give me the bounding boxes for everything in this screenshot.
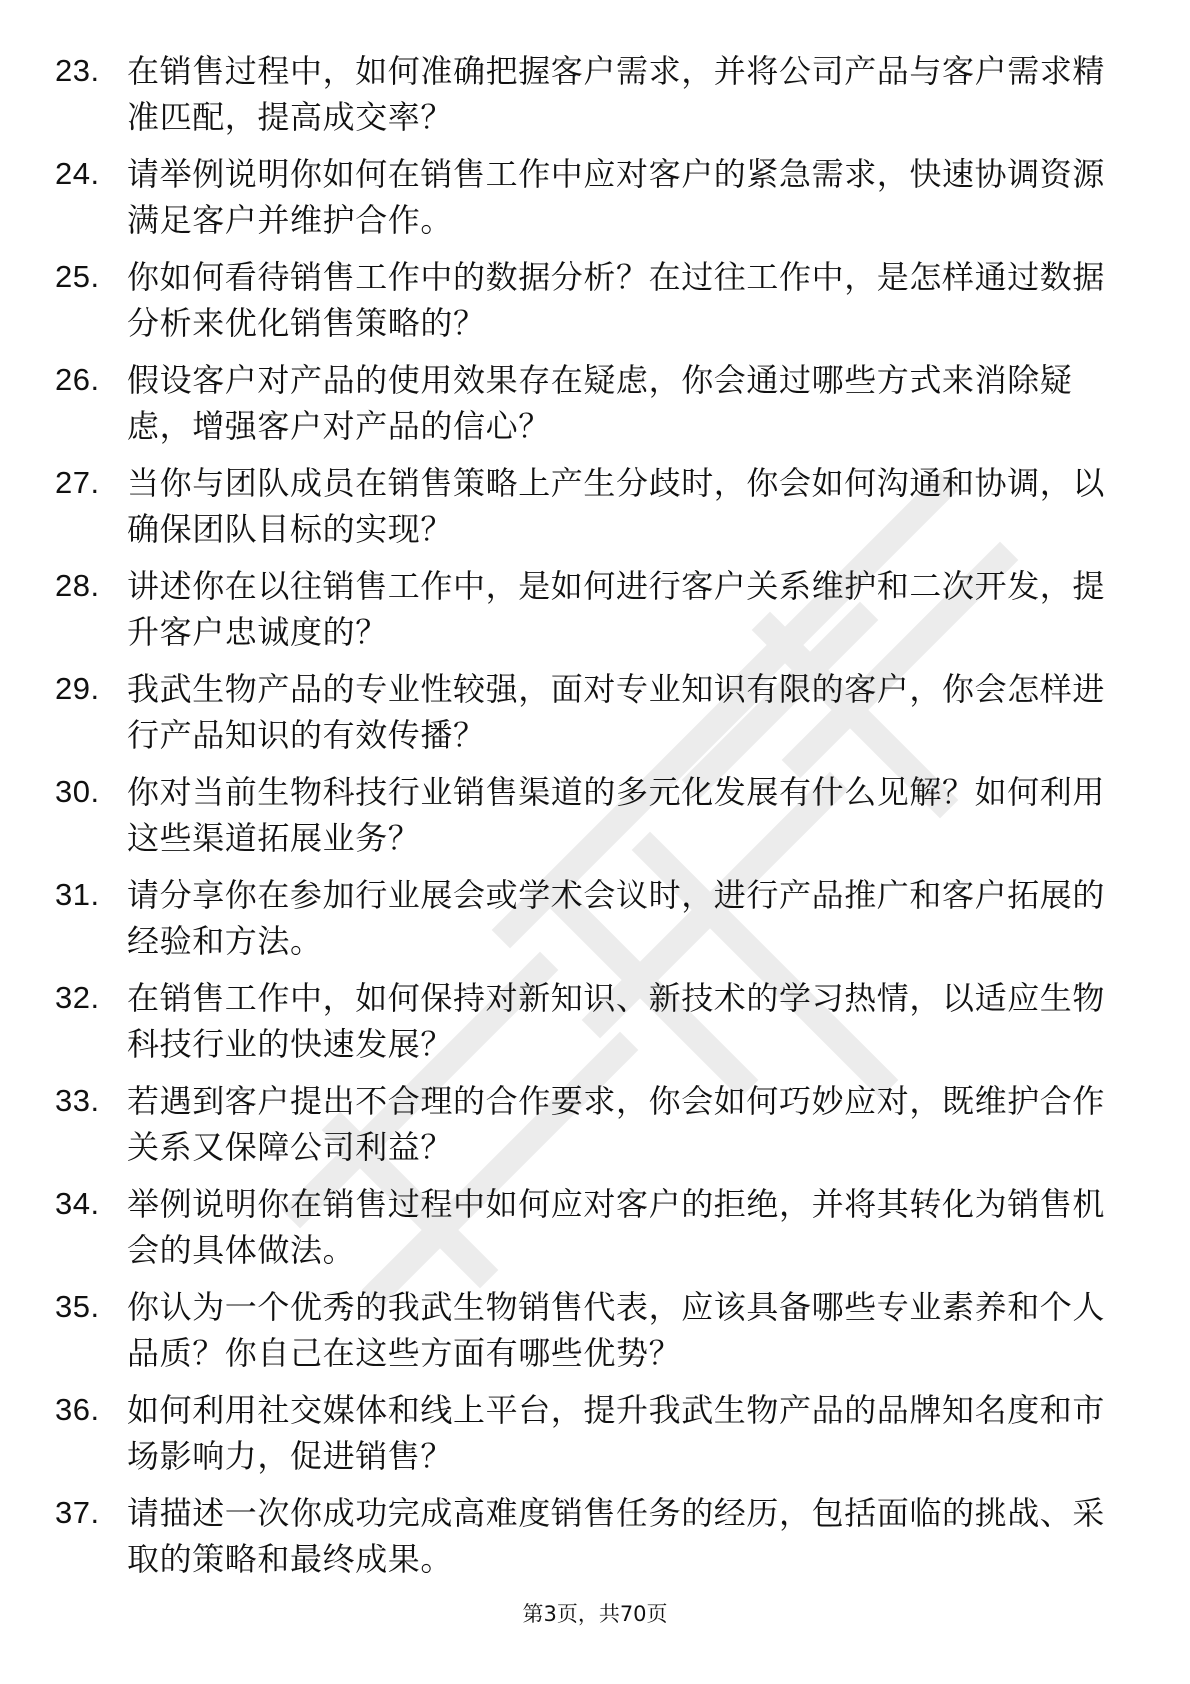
question-number: 33. [55, 1083, 100, 1118]
list-item [55, 1284, 1135, 1387]
question-number: 24. [55, 156, 100, 191]
list-item [55, 769, 1135, 872]
list-item [55, 48, 1135, 151]
question-text: 你认为一个优秀的我武生物销售代表，应该具备哪些专业素养和个人品质？你自己在这些方面有哪些优势？ [127, 1288, 1106, 1372]
list-item [55, 872, 1135, 975]
question-number: 28. [55, 568, 100, 603]
list-item [55, 460, 1135, 563]
question-number: 23. [55, 53, 100, 88]
page-number: 第3页，共70页 [522, 1602, 668, 1626]
list-item [55, 1387, 1135, 1490]
question-text: 假设客户对产品的使用效果存在疑虑，你会通过哪些方式来消除疑虑，增强客户对产品的信心？ [127, 361, 1073, 445]
list-item [55, 357, 1135, 460]
question-text: 你对当前生物科技行业销售渠道的多元化发展有什么见解？如何利用这些渠道拓展业务？ [127, 773, 1106, 857]
list-item [55, 1078, 1135, 1181]
question-text: 请分享你在参加行业展会或学术会议时，进行产品推广和客户拓展的经验和方法。 [127, 876, 1106, 960]
question-text: 请举例说明你如何在销售工作中应对客户的紧急需求，快速协调资源满足客户并维护合作。 [127, 155, 1106, 239]
question-number: 29. [55, 671, 100, 706]
question-text: 在销售工作中，如何保持对新知识、新技术的学习热情，以适应生物科技行业的快速发展？ [127, 979, 1106, 1063]
question-text: 当你与团队成员在销售策略上产生分歧时，你会如何沟通和协调，以确保团队目标的实现？ [127, 464, 1106, 548]
question-number: 31. [55, 877, 100, 912]
question-number: 27. [55, 465, 100, 500]
question-number: 35. [55, 1289, 100, 1324]
question-number: 37. [55, 1495, 100, 1530]
list-item [55, 1181, 1135, 1284]
list-item [55, 666, 1135, 769]
question-text: 在销售过程中，如何准确把握客户需求，并将公司产品与客户需求精准匹配，提高成交率？ [127, 52, 1106, 136]
question-text: 若遇到客户提出不合理的合作要求，你会如何巧妙应对，既维护合作关系又保障公司利益？ [127, 1082, 1106, 1166]
list-item [55, 254, 1135, 357]
question-number: 32. [55, 980, 100, 1015]
question-text: 我武生物产品的专业性较强，面对专业知识有限的客户，你会怎样进行产品知识的有效传播？ [127, 670, 1106, 754]
question-list [55, 48, 1135, 1593]
list-item [55, 151, 1135, 254]
question-number: 25. [55, 259, 100, 294]
question-number: 30. [55, 774, 100, 809]
question-text: 你如何看待销售工作中的数据分析？在过往工作中，是怎样通过数据分析来优化销售策略的？ [127, 258, 1106, 342]
question-text: 请描述一次你成功完成高难度销售任务的经历，包括面临的挑战、采取的策略和最终成果。 [127, 1494, 1106, 1578]
list-item [55, 1490, 1135, 1593]
list-item [55, 563, 1135, 666]
question-text: 如何利用社交媒体和线上平台，提升我武生物产品的品牌知名度和市场影响力，促进销售？ [127, 1391, 1106, 1475]
question-text: 举例说明你在销售过程中如何应对客户的拒绝，并将其转化为销售机会的具体做法。 [127, 1185, 1106, 1269]
list-item [55, 975, 1135, 1078]
question-text: 讲述你在以往销售工作中，是如何进行客户关系维护和二次开发，提升客户忠诚度的？ [127, 567, 1106, 651]
question-number: 26. [55, 362, 100, 397]
question-number: 34. [55, 1186, 100, 1221]
question-number: 36. [55, 1392, 100, 1427]
